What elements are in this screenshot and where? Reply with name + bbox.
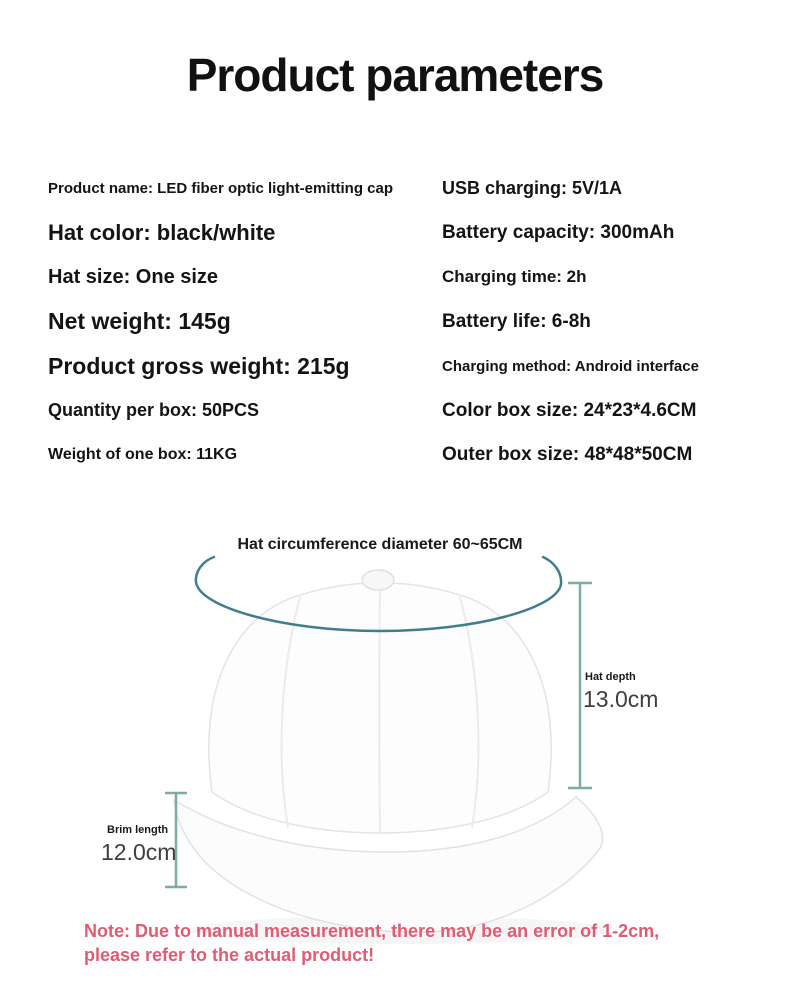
spec-charging-method: Charging method: Android interface [442, 357, 699, 375]
circumference-label: Hat circumference diameter 60~65CM [237, 536, 523, 553]
spec-column-left [48, 166, 418, 478]
hat-depth-label: Hat depth [585, 671, 636, 683]
spec-usb-charging: USB charging: 5V/1A [442, 177, 623, 198]
spec-quantity-per-box: Quantity per box: 50PCS [48, 400, 260, 421]
spec-outer-box-size: Outer box size: 48*48*50CM [442, 444, 693, 466]
spec-hat-color: Hat color: black/white [48, 219, 276, 245]
brim-length-value: 12.0cm [101, 839, 177, 865]
cap-seam-center [379, 586, 380, 832]
spec-hat-size: Hat size: One size [48, 265, 219, 288]
page-title: Product parameters [186, 49, 604, 101]
cap-top-button [362, 570, 394, 590]
spec-gross-weight: Product gross weight: 215g [48, 352, 350, 379]
spec-color-box-size: Color box size: 24*23*4.6CM [442, 399, 697, 421]
spec-column-right [442, 166, 772, 478]
note-text: Note: Due to manual measurement, there may be an error of 1-2cm, please refer to the actual product! [84, 921, 660, 965]
spec-charging-time: Charging time: 2h [442, 267, 587, 287]
brim-length-label: Brim length [107, 824, 169, 836]
spec-box-weight: Weight of one box: 11KG [48, 446, 238, 464]
cap-measurement-diagram [0, 500, 790, 960]
spec-net-weight: Net weight: 145g [48, 308, 231, 335]
spec-product-name: Product name: LED fiber optic light-emitting cap [48, 179, 394, 197]
hat-depth-value: 13.0cm [583, 686, 659, 712]
spec-battery-life: Battery life: 6-8h [442, 310, 591, 332]
spec-battery-capacity: Battery capacity: 300mAh [442, 221, 675, 243]
